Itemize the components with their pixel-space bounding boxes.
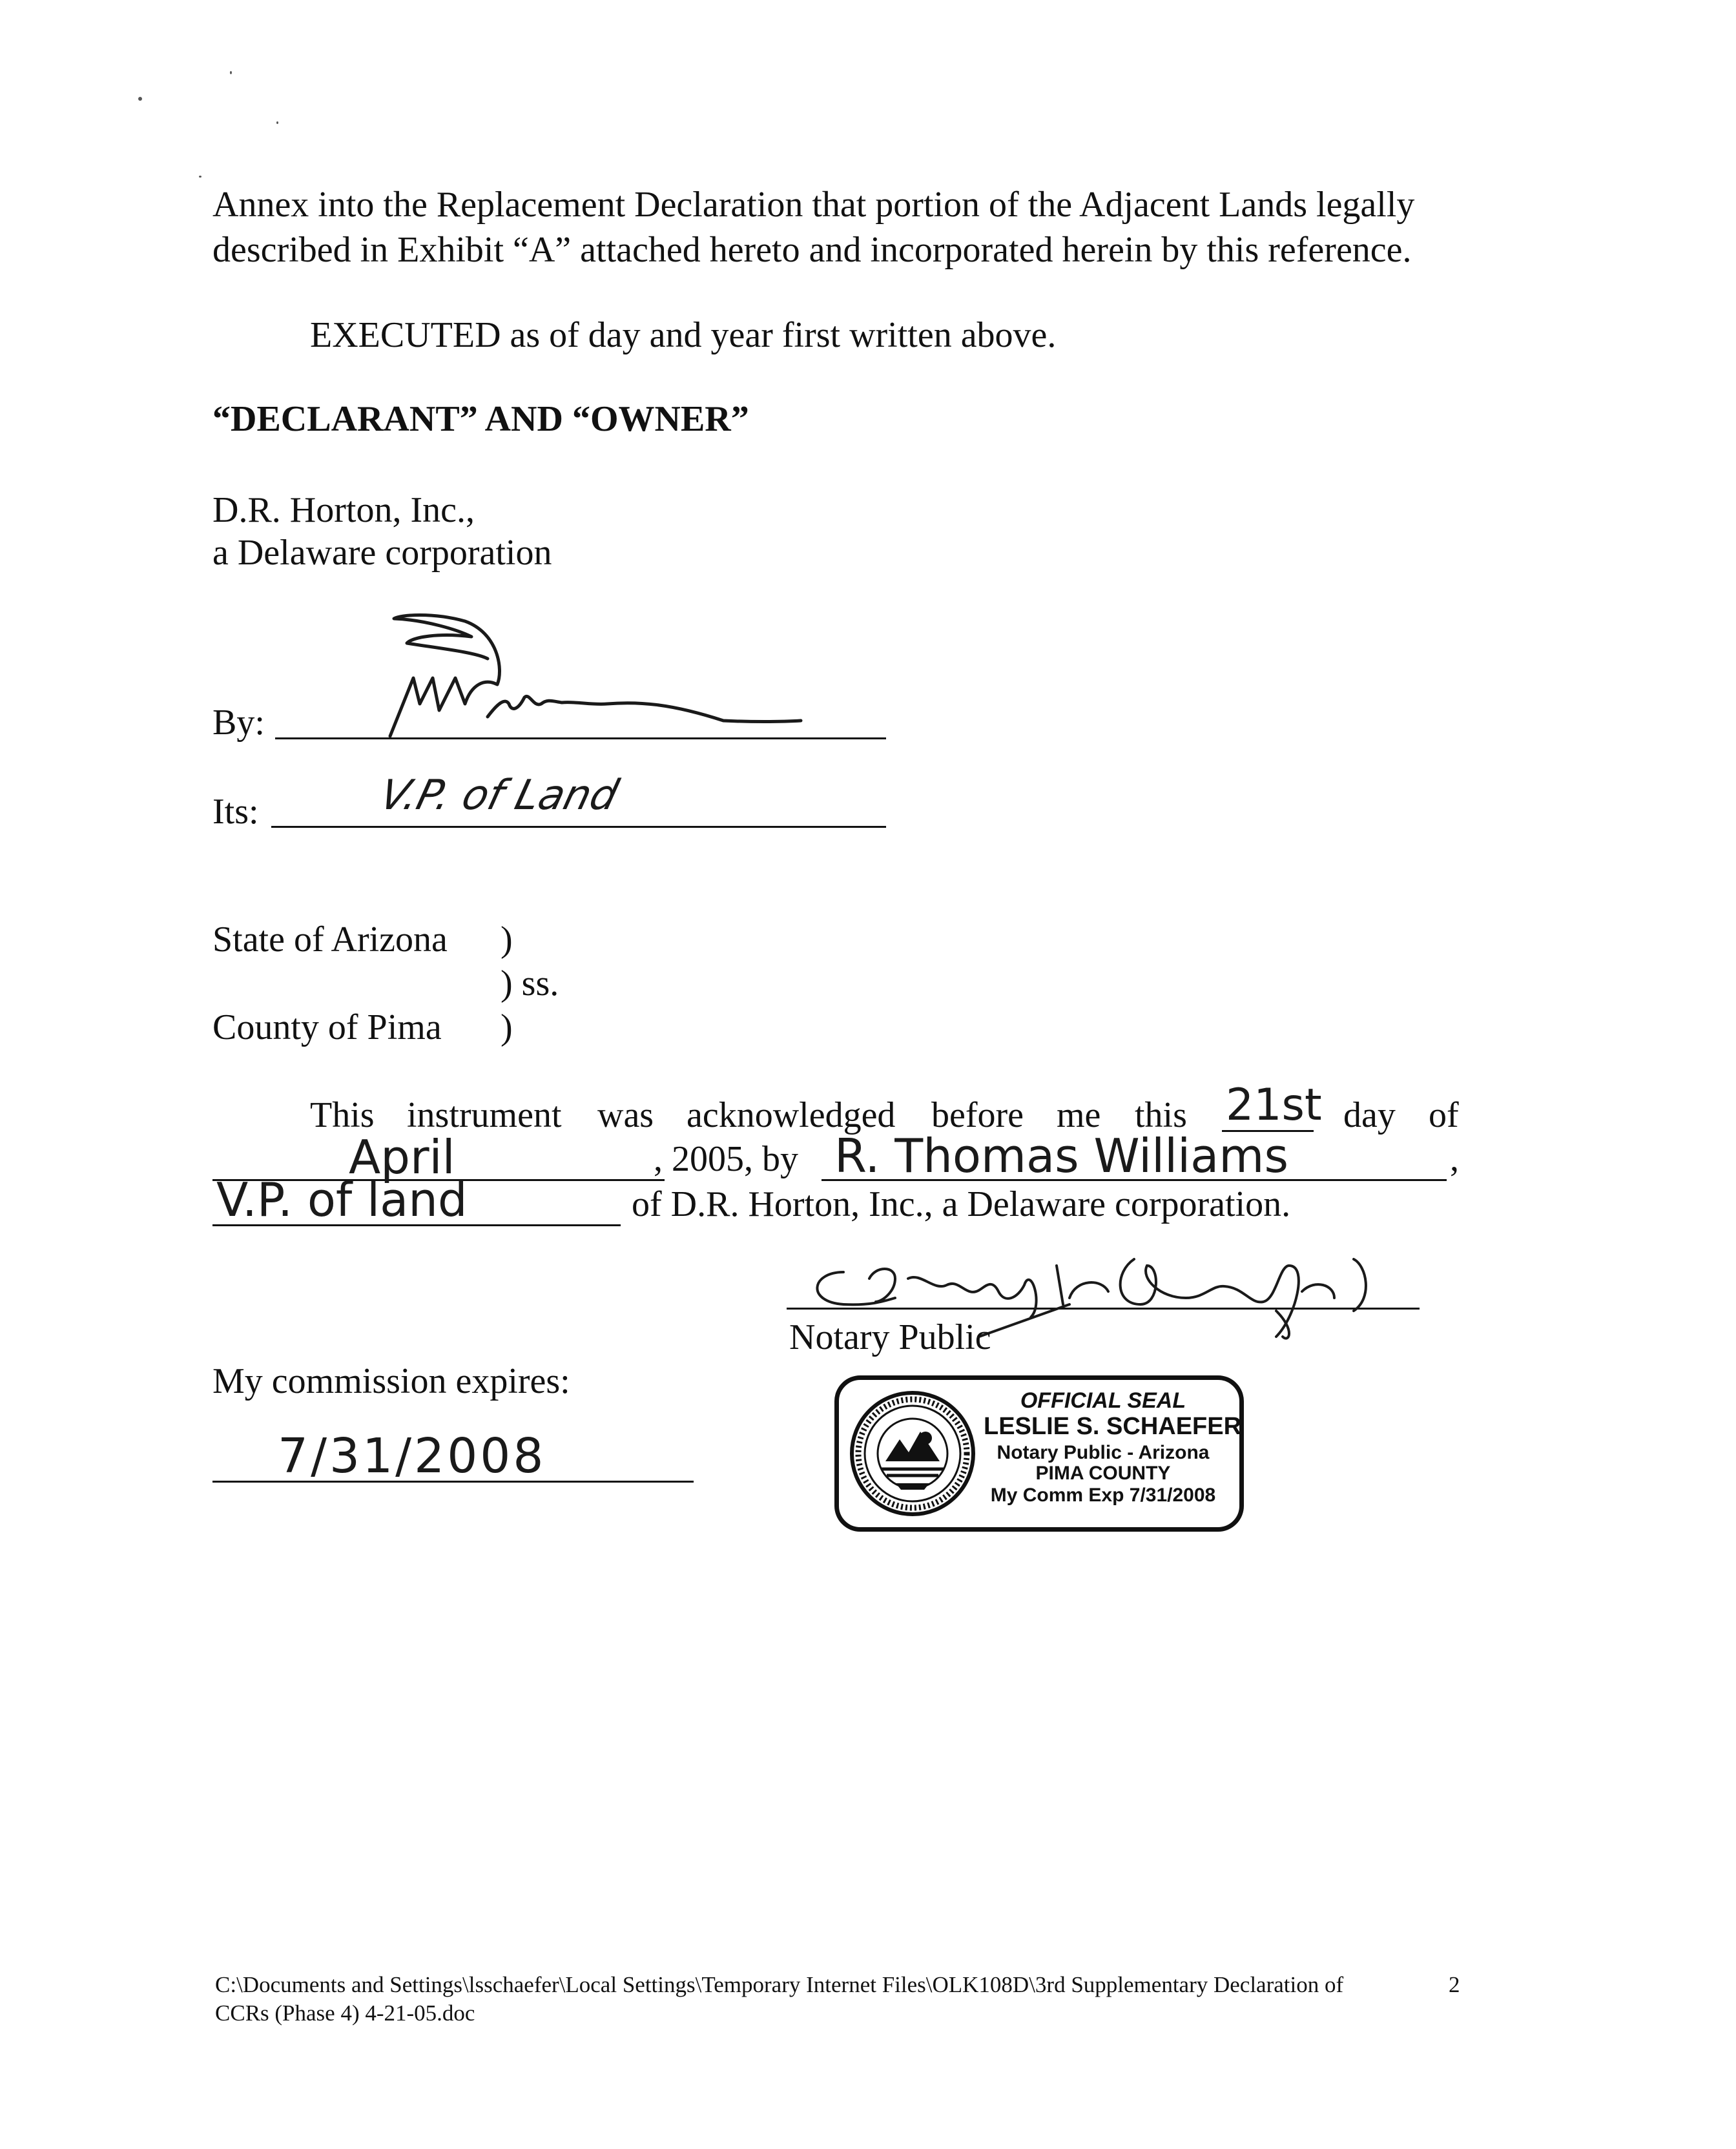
ack-word: this — [1135, 1095, 1187, 1135]
its-handwritten-title: V.P. of Land — [375, 772, 623, 819]
ack-word: instrument — [407, 1095, 562, 1135]
venue-state: State of Arizona — [212, 920, 448, 960]
notary-public-label: Notary Public — [789, 1317, 991, 1357]
handwritten-day: 21st — [1226, 1080, 1322, 1131]
ack-word: day — [1343, 1095, 1396, 1135]
scan-speck — [230, 71, 232, 74]
company-name: D.R. Horton, Inc., — [212, 490, 475, 530]
commission-expires-label: My commission expires: — [212, 1361, 570, 1401]
ack-word: This — [310, 1095, 375, 1135]
scan-speck — [199, 176, 202, 178]
scan-speck — [276, 121, 278, 124]
ack-word: me — [1057, 1095, 1101, 1135]
ack-word: before — [931, 1095, 1024, 1135]
seal-expiration: My Comm Exp 7/31/2008 — [990, 1485, 1216, 1506]
ack-word: was — [597, 1095, 654, 1135]
declarant-owner-heading: “DECLARANT” AND “OWNER” — [212, 399, 749, 439]
footer-file-name: CCRs (Phase 4) 4-21-05.doc — [215, 2000, 475, 2026]
footer-file-path: C:\Documents and Settings\lsschaefer\Local Settings\Temporary Internet Files\OLK108D\3rd Supplementary Declaration of — [215, 1972, 1344, 1997]
arizona-state-seal-icon — [848, 1389, 977, 1518]
page-number: 2 — [1449, 1972, 1460, 1997]
its-label: Its: — [212, 792, 259, 832]
ack-comma: , — [1450, 1139, 1459, 1179]
venue-county: County of Pima — [212, 1007, 442, 1047]
seal-commission-state: Notary Public - Arizona — [997, 1442, 1210, 1463]
ack-entity-text: of D.R. Horton, Inc., a Delaware corporation. — [632, 1184, 1291, 1224]
ack-word: acknowledged — [687, 1095, 896, 1135]
executed-statement: EXECUTED as of day and year first written above. — [310, 315, 1057, 355]
official-notary-seal — [834, 1375, 1244, 1532]
company-type: a Delaware corporation — [212, 533, 552, 573]
its-signature-line — [271, 826, 886, 828]
ack-year-text: , 2005, by — [654, 1139, 798, 1179]
seal-title: OFFICIAL SEAL — [1020, 1388, 1186, 1413]
venue-paren: ) — [501, 920, 513, 960]
seal-county: PIMA COUNTY — [1035, 1463, 1171, 1484]
ack-word: of — [1429, 1095, 1459, 1135]
by-label: By: — [212, 703, 265, 743]
paragraph-line-2: described in Exhibit “A” attached hereto and incorporated herein by this reference. — [212, 230, 1412, 270]
paragraph-line-1: Annex into the Replacement Declaration that portion of the Adjacent Lands legally — [212, 185, 1415, 225]
venue-ss: ) ss. — [501, 963, 559, 1003]
handwritten-title: V.P. of land — [216, 1173, 468, 1227]
venue-paren: ) — [501, 1007, 513, 1047]
handwritten-name: R. Thomas Williams — [834, 1129, 1288, 1183]
seal-notary-name: LESLIE S. SCHAEFER — [984, 1413, 1242, 1440]
handwritten-month: April — [349, 1130, 455, 1184]
handwritten-signature — [336, 607, 807, 743]
scan-speck — [138, 97, 142, 101]
handwritten-commission-date: 7/31/2008 — [278, 1428, 546, 1484]
